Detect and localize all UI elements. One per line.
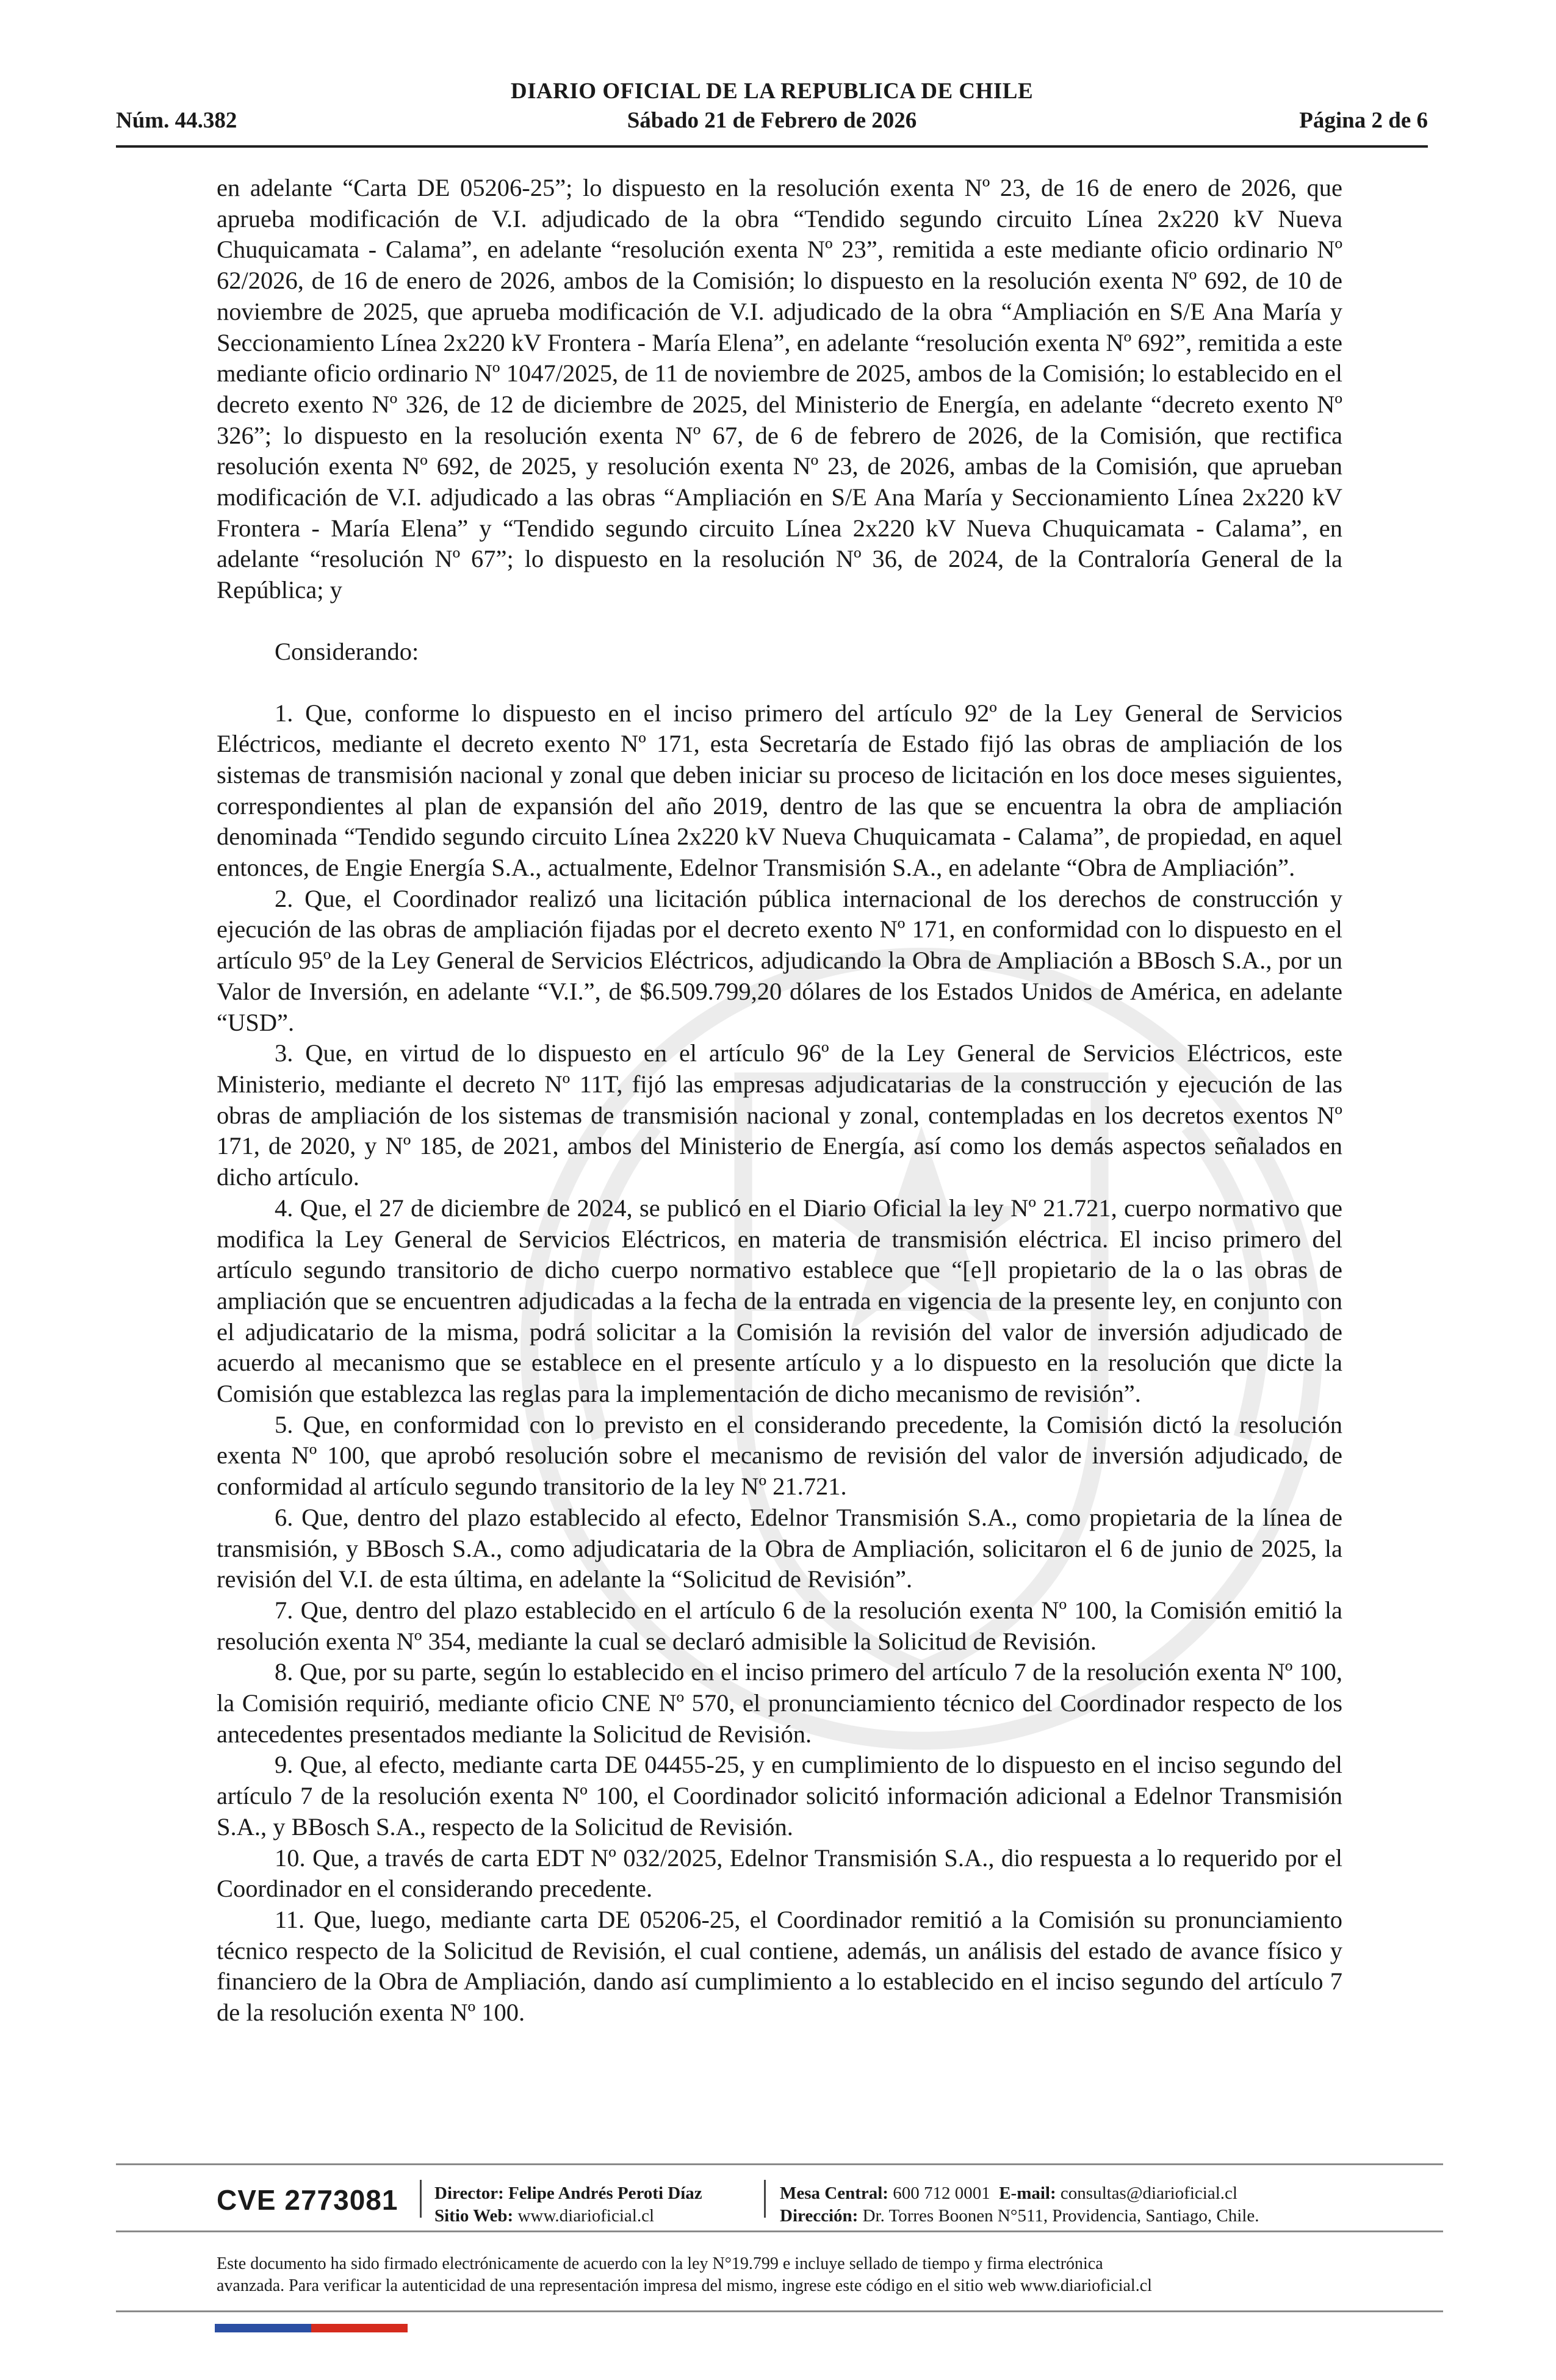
email-link[interactable]: consultas@diarioficial.cl (1060, 2183, 1237, 2203)
footer-separator (764, 2180, 766, 2218)
considerando-item-9: 9. Que, al efecto, mediante carta DE 04455-25, y en cumplimiento de lo dispuesto en el inciso segundo del artículo 7 de la resolución exenta Nº 100, el Coordinador solicitó información adicional a Edelnor Transmisión S.A., y BBosch S.A., respecto de la Solicitud de Revisión. (217, 1751, 1342, 1841)
footer-middle-rule (116, 2230, 1443, 2232)
considerando-item-1: 1. Que, conforme lo dispuesto en el inciso primero del artículo 92º de la Ley General de Servicios Eléctricos, mediante el decreto exento Nº 171, esta Secretaría de Estado fijó las obras de ampliación de los sistemas de transmisión nacional y zonal que deben iniciar su proceso de licitación en los doce meses siguientes, correspondientes al plan de expansión del año 2019, dentro de las que se encuentra la obra de ampliación denominada “Tendido segundo circuito Línea 2x220 kV Nueva Chuquicamata - Calama”, de propiedad, en aquel entonces, de Engie Energía S.A., actualmente, Edelnor Transmisión S.A., en adelante “Obra de Ampliación”. (217, 699, 1342, 882)
considerando-item-10: 10. Que, a través de carta EDT Nº 032/2025, Edelnor Transmisión S.A., dio respuesta a lo requerido por el Coordinador en el considerando precedente. (217, 1844, 1342, 1903)
director-name: Felipe Andrés Peroti Díaz (508, 2183, 702, 2203)
issue-number: Núm. 44.382 (116, 108, 237, 133)
legal-line-2: avanzada. Para verificar la autenticidad de una representación impresa del mismo, ingrese este código en el sitio web www.diarioficial.cl (217, 2276, 1152, 2295)
considerando-item-3: 3. Que, en virtud de lo dispuesto en el artículo 96º de la Ley General de Servicios Eléctricos, este Ministerio, mediante el decreto Nº 11T, fijó las empresas adjudicatarias de la construcción y ejecución de las obras de ampliación de los sistemas de transmisión nacional y zonal, contempladas en los decretos exentos Nº 171, de 2020, y Nº 185, de 2021, ambos del Ministerio de Energía, así como los demás aspectos señalados en dicho artículo. (217, 1039, 1342, 1191)
cve-code: CVE 2773081 (217, 2184, 398, 2216)
electronic-signature-notice (217, 2253, 1376, 2297)
intro-paragraph: en adelante “Carta DE 05206-25”; lo dispuesto en la resolución exenta Nº 23, de 16 de enero de 2026, que aprueba modificación de V.I. adjudicado de la obra “Tendido segundo circuito Línea 2x220 kV Nueva Chuquicamata - Calama”, en adelante “resolución exenta Nº 23”, remitida a este mediante oficio ordinario Nº 62/2026, de 16 de enero de 2026, ambos de la Comisión; lo dispuesto en la resolución exenta Nº 692, de 10 de noviembre de 2025, que aprueba modificación de V.I. adjudicado de la obra “Ampliación en S/E Ana María y Seccionamiento Línea 2x220 kV Frontera - María Elena”, en adelante “resolución exenta Nº 692”, remitida a este mediante oficio ordinario Nº 1047/2025, de 11 de noviembre de 2025, ambos de la Comisión; lo establecido en el decreto exento Nº 326, de 12 de diciembre de 2025, del Ministerio de Energía, en adelante “decreto exento Nº 326”; lo dispuesto en la resolución exenta Nº 67, de 6 de febrero de 2026, de la Comisión, que rectifica resolución exenta Nº 692, de 2025, y resolución exenta Nº 23, de 2026, ambas de la Comisión, que aprueban modificación de V.I. adjudicado a las obras “Ampliación en S/E Ana María y Seccionamiento Línea 2x220 kV Frontera - María Elena” y “Tendido segundo circuito Línea 2x220 kV Nueva Chuquicamata - Calama”, en adelante “resolución Nº 67”; lo dispuesto en la resolución Nº 36, de 2024, de la Contraloría General de la República; y (217, 174, 1342, 604)
considerando-item-8: 8. Que, por su parte, según lo establecido en el inciso primero del artículo 7 de la resolución exenta Nº 100, la Comisión requirió, mediante oficio CNE Nº 570, el pronunciamiento técnico del Coordinador respecto de los antecedentes presentados mediante la Solicitud de Revisión. (217, 1658, 1342, 1748)
considerando-item-6: 6. Que, dentro del plazo establecido al efecto, Edelnor Transmisión S.A., como propietaria de la línea de transmisión, y BBosch S.A., como adjudicataria de la Obra de Ampliación, solicitaron el 6 de junio de 2025, la revisión del V.I. de esta última, en adelante la “Solicitud de Revisión”. (217, 1503, 1342, 1593)
publication-title: DIARIO OFICIAL DE LA REPUBLICA DE CHILE (510, 79, 1034, 104)
footer-separator (420, 2180, 422, 2218)
considerando-item-7: 7. Que, dentro del plazo establecido en el artículo 6 de la resolución exenta Nº 100, la Comisión emitió la resolución exenta Nº 354, mediante la cual se declaró admisible la Solicitud de Revisión. (217, 1596, 1342, 1655)
page-number: Página 2 de 6 (1299, 108, 1428, 133)
web-link[interactable]: www.diarioficial.cl (517, 2206, 655, 2226)
flag-stripe-red (311, 2324, 408, 2332)
page-header (116, 78, 1428, 148)
flag-stripe-blue (215, 2324, 311, 2332)
address-value: Dr. Torres Boonen N°511, Providencia, Santiago, Chile. (862, 2206, 1259, 2226)
footer-bottom-rule (116, 2310, 1443, 2312)
document-body (217, 173, 1342, 2028)
phone-value: 600 712 0001 (893, 2183, 990, 2203)
address-label: Dirección: (780, 2206, 859, 2226)
email-label: E-mail: (999, 2183, 1056, 2203)
phone-label: Mesa Central: (780, 2183, 888, 2203)
considerando-heading: Considerando: (275, 637, 419, 665)
director-label: Director: (434, 2183, 504, 2203)
issue-date: Sábado 21 de Febrero de 2026 (627, 108, 917, 133)
footer-contact-block (780, 2182, 1259, 2227)
considerando-item-4: 4. Que, el 27 de diciembre de 2024, se publicó en el Diario Oficial la ley Nº 21.721, cuerpo normativo que modifica la Ley General de Servicios Eléctricos, en materia de transmisión eléctrica. El inciso primero del artículo segundo transitorio de dicho cuerpo normativo establece que “[e]l propietario de la o las obras de ampliación que se encuentren adjudicadas a la fecha de la entrada en vigencia de la presente ley, en conjunto con el adjudicatario de la misma, podrá solicitar a la Comisión la revisión del valor de inversión adjudicado de acuerdo al mecanismo que se establece en el presente artículo y a lo dispuesto en la resolución que dicte la Comisión que establezca las reglas para la implementación de dicho mecanismo de revisión”. (217, 1194, 1342, 1408)
considerando-item-11: 11. Que, luego, mediante carta DE 05206-25, el Coordinador remitió a la Comisión su pronunciamiento técnico respecto de la Solicitud de Revisión, el cual contiene, además, un análisis del estado de avance físico y financiero de la Obra de Ampliación, dando así cumplimiento a lo establecido en el inciso segundo del artículo 7 de la resolución exenta Nº 100. (217, 1905, 1342, 2027)
footer-director-block (434, 2182, 702, 2227)
footer-top-rule (116, 2163, 1443, 2165)
web-label: Sitio Web: (434, 2206, 514, 2226)
considerando-item-2: 2. Que, el Coordinador realizó una licitación pública internacional de los derechos de construcción y ejecución de las obras de ampliación fijadas por el decreto exento Nº 171, en conformidad con lo dispuesto en el artículo 95º de la Ley General de Servicios Eléctricos, adjudicando la Obra de Ampliación a BBosch S.A., por un Valor de Inversión, en adelante “V.I.”, de $6.509.799,20 dólares de los Estados Unidos de América, en adelante “USD”. (217, 884, 1342, 1036)
legal-line-1: Este documento ha sido firmado electrónicamente de acuerdo con la ley N°19.799 e incluye sellado de tiempo y firma electrónica (217, 2254, 1103, 2273)
considerando-item-5: 5. Que, en conformidad con lo previsto en el considerando precedente, la Comisión dictó la resolución exenta Nº 100, que aprobó resolución sobre el mecanismo de revisión del valor de inversión adjudicado, de conformidad al artículo segundo transitorio de la ley Nº 21.721. (217, 1410, 1342, 1501)
